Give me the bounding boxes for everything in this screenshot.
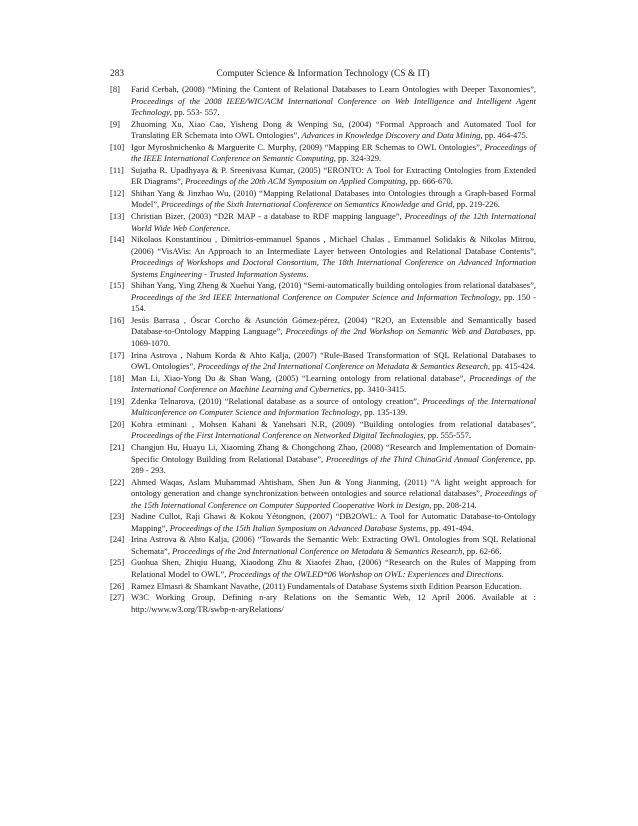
reference-text [131,211,536,234]
reference-text-segment: . [501,568,504,579]
reference-text-segment: Shihan Yang & Jinzhao Wu, (2010) “Mapping Relational Databases into Ontologies through a Graph-based Formal Model”, [131,187,536,210]
reference-text-segment: , pp. 553- 557. [169,107,220,118]
reference-text [131,119,536,142]
reference-text-segment: . [228,222,231,233]
reference-text [131,581,536,593]
reference-source-title: Proceedings of the IEEE International Conference on Semantic Computing [131,141,536,164]
reference-text-segment: Shihan Yang, Ying Zheng & Xuehui Yang, (2010) “Semi-automatically building ontologies from relational databases”, [131,280,536,291]
reference-item [110,442,536,477]
reference-text [131,234,536,280]
reference-source-title: Proceedings of the 15th Italian Symposium on Advanced Database Systems [169,522,426,533]
reference-source-title: Proceedings of the OWLED*06 Workshop on OWL: Experiences and Directions [228,568,502,579]
reference-number: [14] [110,234,125,245]
reference-text-segment: Jesús Barrasa , Óscar Corcho & Asunción Gómez-pérez, (2004) “R2O, an Extensible and Semantically based Database-to-Ontology Mapping Language”, [131,314,536,337]
reference-text [131,315,536,350]
reference-item [110,165,536,188]
reference-text-segment: , pp. 464-475. [480,130,528,141]
reference-text-segment: , pp. 666-670. [405,176,453,187]
reference-text [131,477,536,512]
reference-number: [8] [110,84,120,94]
reference-item [110,477,536,512]
reference-text-segment: Igor Myroshnichenko & Marguerite C. Murphy, (2009) “Mapping ER Schemas to OWL Ontologies”, [131,141,485,152]
reference-item [110,188,536,211]
reference-source-title: Advances in Knowledge Discovery and Data Mining [301,130,481,141]
reference-source-title: Proceedings of the Sixth International Conference on Semantics Knowledge and Grid [161,199,453,210]
reference-text [131,396,536,419]
reference-text-segment: Irina Astrova & Ahto Kalja, (2006) “Towards the Semantic Web: Extracting OWL Ontologies from SQL Relational Schemata”, [131,534,536,556]
reference-source-title: Proceedings of the 3rd IEEE International Conference on Computer Science and Information Technology [131,291,500,302]
reference-text [131,534,536,557]
reference-text-segment: Ramez Elmasri & Shamkant Navathe, (2011) Fundamentals of Database Systems sixth Edition Pearson Education. [131,580,522,591]
reference-source-title: Proceedings of the 2008 IEEE/WIC/ACM International Conference on Web Intelligence and Intelligent Agent Technology [131,95,536,118]
reference-source-title: Proceedings of the Third ChinaGrid Annual Conference [325,453,521,464]
reference-text-segment: , pp. 289 - 293. [131,453,537,476]
reference-text-segment: , pp. 324-329. [333,153,382,164]
reference-text-segment: Sujatha R. Upadhyaya & P. Sreenivasa Kumar, (2005) “ERONTO: A Tool for Extracting Ontologies from Extended ER Diagrams”, [131,164,536,187]
reference-text [131,442,536,477]
reference-item [110,419,536,442]
reference-number: [21] [110,441,125,452]
reference-text [131,165,536,188]
reference-source-title: Proceedings of the 20th ACM Symposium on Applied Computing [185,176,406,187]
reference-item [110,119,536,142]
reference-number: [10] [110,141,125,152]
reference-source-title: Proceedings of the First International Conference on Networked Digital Technologies [131,430,424,441]
reference-source-title: Proceedings of the 15th International Conference on Computer Supported Cooperative Work in Design [131,488,536,510]
reference-text-segment: Farid Cerbah, (2008) “Mining the Content of Relational Databases to Learn Ontologies with Deeper Taxonomies”, [131,84,536,94]
reference-source-title: Proceedings of the International Conference on Machine Learning and Cybernetics [131,372,536,395]
reference-text [131,419,536,442]
reference-text-segment: Ahmed Waqas, Aslam Muhammad Ahtisham, Shen Jun & Yong Jianming, (2011) “A light weight approach for ontology generation and change synchronization between ontologies and source relational databases”, [131,476,536,499]
reference-item [110,315,536,350]
reference-number: [22] [110,476,125,487]
reference-source-title: Proceedings of the 2nd International Conference on Metadata & Semantics Research [197,361,488,372]
reference-text-segment: Man Li, Xiao-Yong Du & Shan Wang, (2005) “Learning ontology from relational database”, [131,372,470,383]
reference-text [131,557,536,580]
reference-text-segment: Kobra etminani , Mohsen Kahani & Yanehsari N.R, (2009) “Building ontologies from relational databases”, [131,418,536,429]
reference-text-segment: , pp. 135-139. [359,407,408,418]
reference-number: [13] [110,211,125,222]
reference-text-segment: . [306,268,309,279]
reference-number: [18] [110,372,125,383]
reference-item [110,511,536,534]
reference-source-title: Proceedings of the 2nd International Conference on Metadata & Semantics Research [172,545,463,556]
reference-text-segment: Irina Astrova , Nahum Korda & Ahto Kalja, (2007) “Rule-Based Transformation of SQL Relational Databases to OWL Ontologies”, [131,349,536,372]
reference-number: [26] [110,580,125,591]
reference-item [110,280,536,315]
references-list [110,84,536,615]
reference-number: [20] [110,418,125,429]
reference-text-segment: , pp. 1069-1070. [131,326,536,349]
reference-text-segment: Nadine Cullot, Raji Ghawi & Kokou Yétongnon, (2007) “DB2OWL: A Tool for Automatic Database-to-Ontology Mapping”, [131,511,536,533]
reference-text-segment: Guohua Shen, Zhiqiu Huang, Xiaodong Zhu & Xiaofei Zhao, (2006) “Research on the Rules of Mapping from Relational Model to OWL”, [131,557,536,579]
reference-item [110,396,536,419]
reference-source-title: Proceedings of the International Multiconference on Computer Science and Information Technology [131,395,536,418]
reference-text-segment: W3C Working Group, Defining n-ary Relations on the Semantic Web, 12 April 2006. Available at : http://www.w3.org/TR/swbp-n-aryRelations/ [131,592,536,614]
reference-number: [27] [110,592,125,603]
reference-text [131,142,536,165]
reference-number: [9] [110,118,120,129]
reference-text-segment: Zdenka Telnarova, (2010) “Relational database as a source of ontology creation”, [131,395,423,406]
reference-text-segment: Zhuoming Xu, Xiao Cao, Yisheng Dong & Wenping Su, (2004) “Formal Approach and Automated Tool for Translating ER Schemata into OWL Ontologies”, [131,118,536,141]
reference-number: [11] [110,164,124,175]
reference-text-segment: Changjun Hu, Huayu Li, Xiaoming Zhang & Chongchong Zhao, (2008) “Research and Implementation of Domain-Specific Ontology Building from Relational Database”, [131,441,536,464]
reference-text-segment: , pp. 219-226. [452,199,500,210]
reference-number: [12] [110,187,125,198]
reference-text-segment: Christian Bizer, (2003) “D2R MAP - a database to RDF mapping language”, [131,211,405,222]
reference-text [131,84,536,119]
reference-number: [15] [110,280,125,291]
reference-text-segment: Nikolaos Konstantinou , Dimitrios-emmanuel Spanos , Michael Chalas , Emmanuel Solidakis & Nikolas Mitrou, (2006) “VisAVis: An Approach to an Intermediate Layer between Ontologies and Relational Database Contents”, [131,234,536,256]
reference-item [110,350,536,373]
reference-text-segment: , pp. 62-66. [462,545,502,556]
reference-number: [24] [110,534,125,545]
reference-item [110,234,536,280]
reference-item [110,592,536,615]
reference-item [110,84,536,119]
reference-text-segment: , pp. 208-214. [429,499,477,510]
reference-source-title: Proceedings of the 12th International World Wide Web Conference [131,211,536,233]
reference-text-segment: , pp. 555-557. [423,430,471,441]
page-number: 283 [110,69,125,79]
reference-text-segment: , pp. 491-494. [425,522,474,533]
reference-source-title: Proceedings of the 2nd Workshop on Semantic Web and Databases [285,326,521,337]
reference-text [131,373,536,396]
reference-item [110,373,536,396]
reference-text [131,188,536,211]
reference-text [131,350,536,373]
reference-source-title: Proceedings of Workshops and Doctoral Consortium, The 18th International Conference on Advanced Information Systems Engineering - Trusted Information Systems [131,257,536,279]
reference-item [110,534,536,557]
reference-number: [17] [110,349,125,360]
reference-item [110,557,536,580]
reference-item [110,581,536,593]
reference-text [131,511,536,534]
reference-item [110,211,536,234]
reference-number: [23] [110,511,125,522]
reference-number: [16] [110,314,125,325]
reference-number: [25] [110,557,125,568]
page-header [110,67,536,81]
reference-text-segment: , pp. 415-424. [487,361,536,372]
reference-item [110,142,536,165]
reference-text-segment: , pp. 150 - 154. [131,291,536,314]
reference-number: [19] [110,395,125,406]
reference-text-segment: , pp. 3410-3415. [350,384,407,395]
reference-text [131,592,536,615]
reference-text [131,280,536,315]
running-title: Computer Science & Information Technology (CS & IT) [216,69,430,79]
